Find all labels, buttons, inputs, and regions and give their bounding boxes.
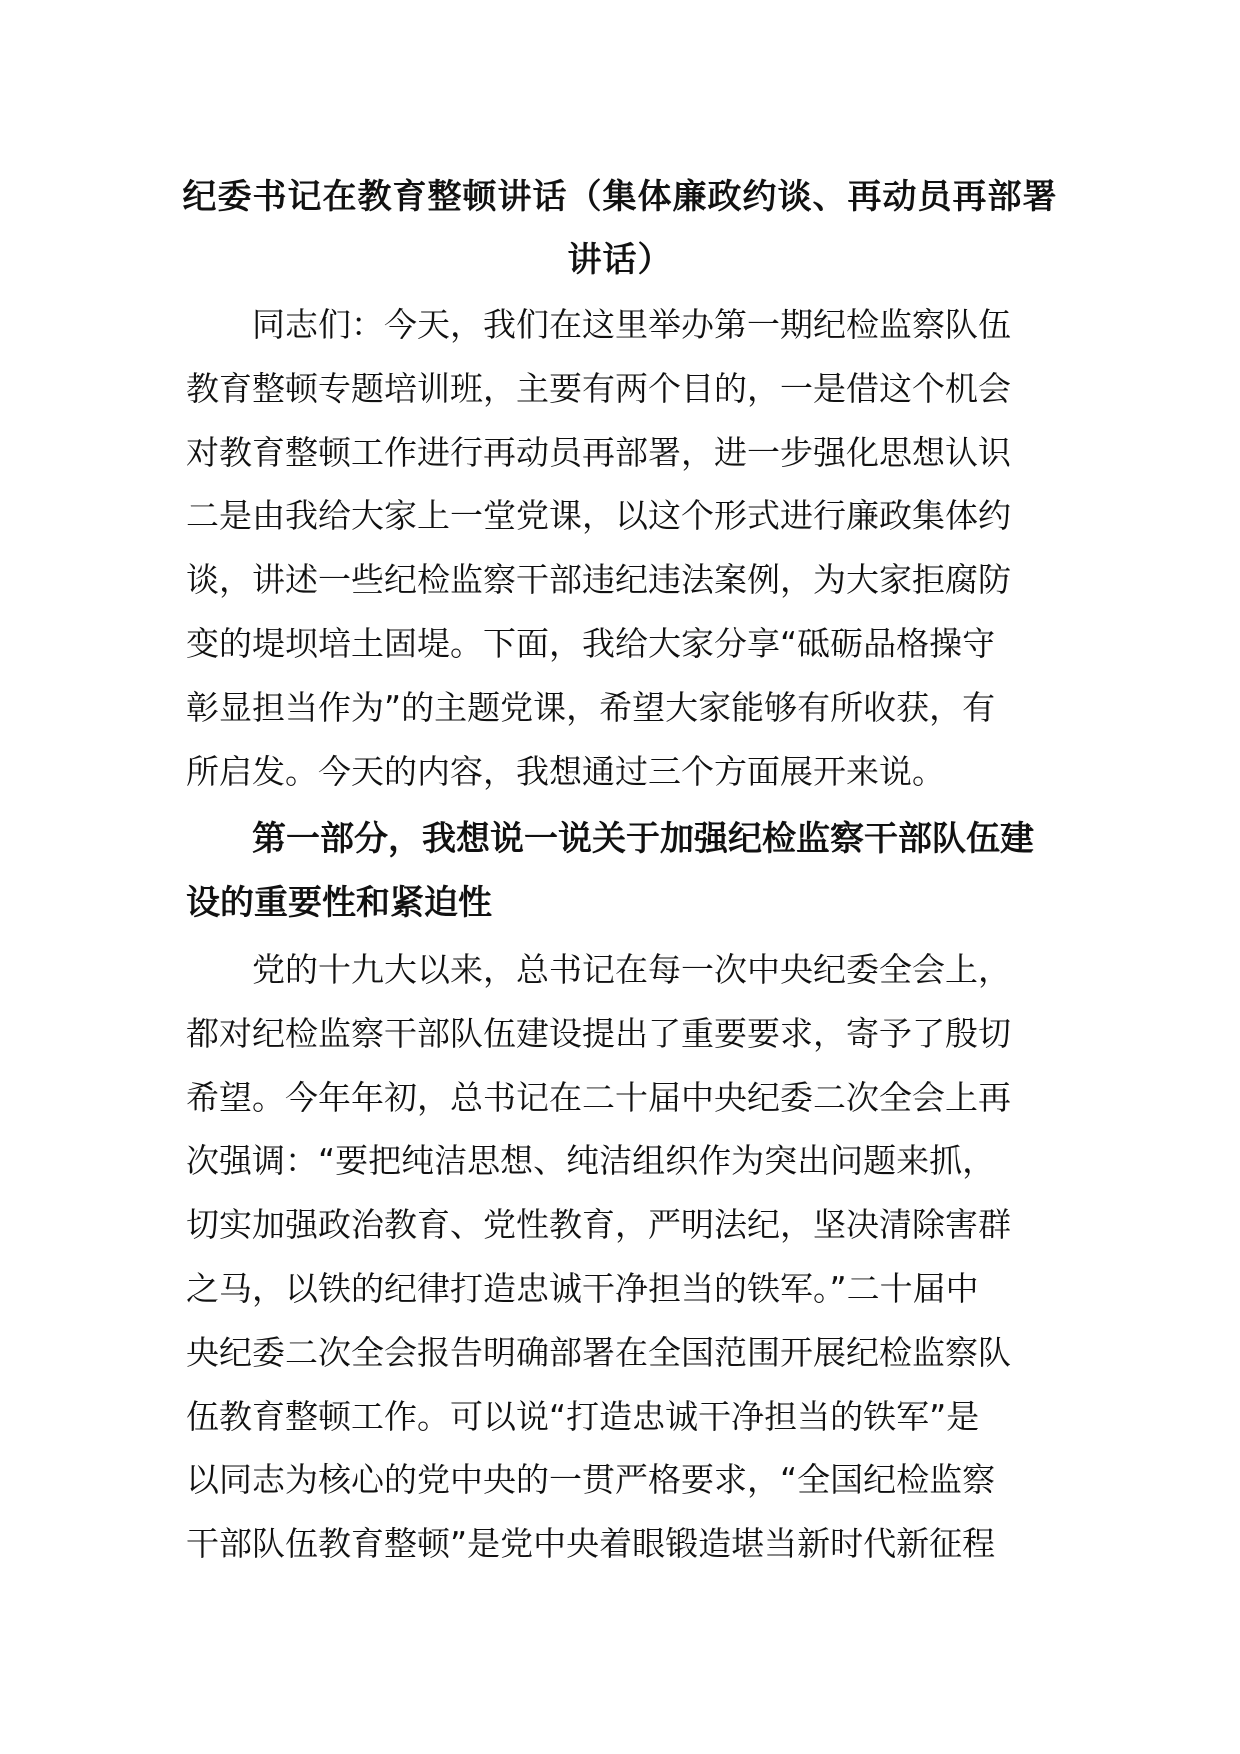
heading-line: 第一部分，我想说一说关于加强纪检监察干部队伍建 xyxy=(252,819,1034,859)
paragraph-line: 伍教育整顿工作。可以说“打造忠诚干净担当的铁军”是 xyxy=(186,1396,980,1436)
section-heading xyxy=(186,808,1056,938)
title-line-2: 讲话） xyxy=(567,240,673,280)
heading-line: 设的重要性和紧迫性 xyxy=(186,882,492,923)
paragraph-line: 二是由我给大家上一堂党课，以这个形式进行廉政集体约 xyxy=(186,496,1011,536)
paragraph-line: 以同志为核心的党中央的一贯严格要求，“全国纪检监察 xyxy=(186,1460,996,1500)
title-line-1: 纪委书记在教育整顿讲话（集体廉政约谈、再动员再部署 xyxy=(182,177,1058,217)
paragraph-line: 同志们：今天，我们在这里举办第一期纪检监察队伍 xyxy=(252,305,1011,344)
document-title xyxy=(160,166,1080,292)
section-paragraph xyxy=(186,938,1056,1708)
paragraph-line: 希望。今年年初，总书记在二十届中央纪委二次全会上再 xyxy=(186,1077,1011,1117)
paragraph-line: 彰显担当作为”的主题党课，希望大家能够有所收获，有 xyxy=(186,687,996,727)
paragraph-line: 变的堤坝培土固堤。下面，我给大家分享“砥砺品格操守 xyxy=(186,623,996,663)
paragraph-line: 央纪委二次全会报告明确部署在全国范围开展纪检监察队 xyxy=(186,1332,1011,1372)
opening-paragraph xyxy=(186,293,1056,809)
paragraph-line: 切实加强政治教育、党性教育，严明法纪，坚决清除害群 xyxy=(186,1205,1011,1245)
paragraph-line: 党的十九大以来，总书记在每一次中央纪委全会上， xyxy=(252,950,1011,989)
paragraph-line: 所启发。今天的内容，我想通过三个方面展开来说。 xyxy=(186,751,945,791)
paragraph-line: 教育整顿专题培训班，主要有两个目的，一是借这个机会 xyxy=(186,368,1011,408)
paragraph-line: 都对纪检监察干部队伍建设提出了重要要求，寄予了殷切 xyxy=(186,1013,1011,1053)
paragraph-line: 谈，讲述一些纪检监察干部违纪违法案例，为大家拒腐防 xyxy=(186,560,1011,600)
paragraph-line: 次强调：“要把纯洁思想、纯洁组织作为突出问题来抓， xyxy=(186,1141,996,1181)
paragraph-line: 之马，以铁的纪律打造忠诚干净担当的铁军。”二十届中 xyxy=(186,1268,979,1308)
paragraph-line: 对教育整顿工作进行再动员再部署，进一步强化思想认识 xyxy=(186,432,1011,472)
paragraph-line: 干部队伍教育整顿”是党中央着眼锻造堪当新时代新征程 xyxy=(186,1524,996,1564)
